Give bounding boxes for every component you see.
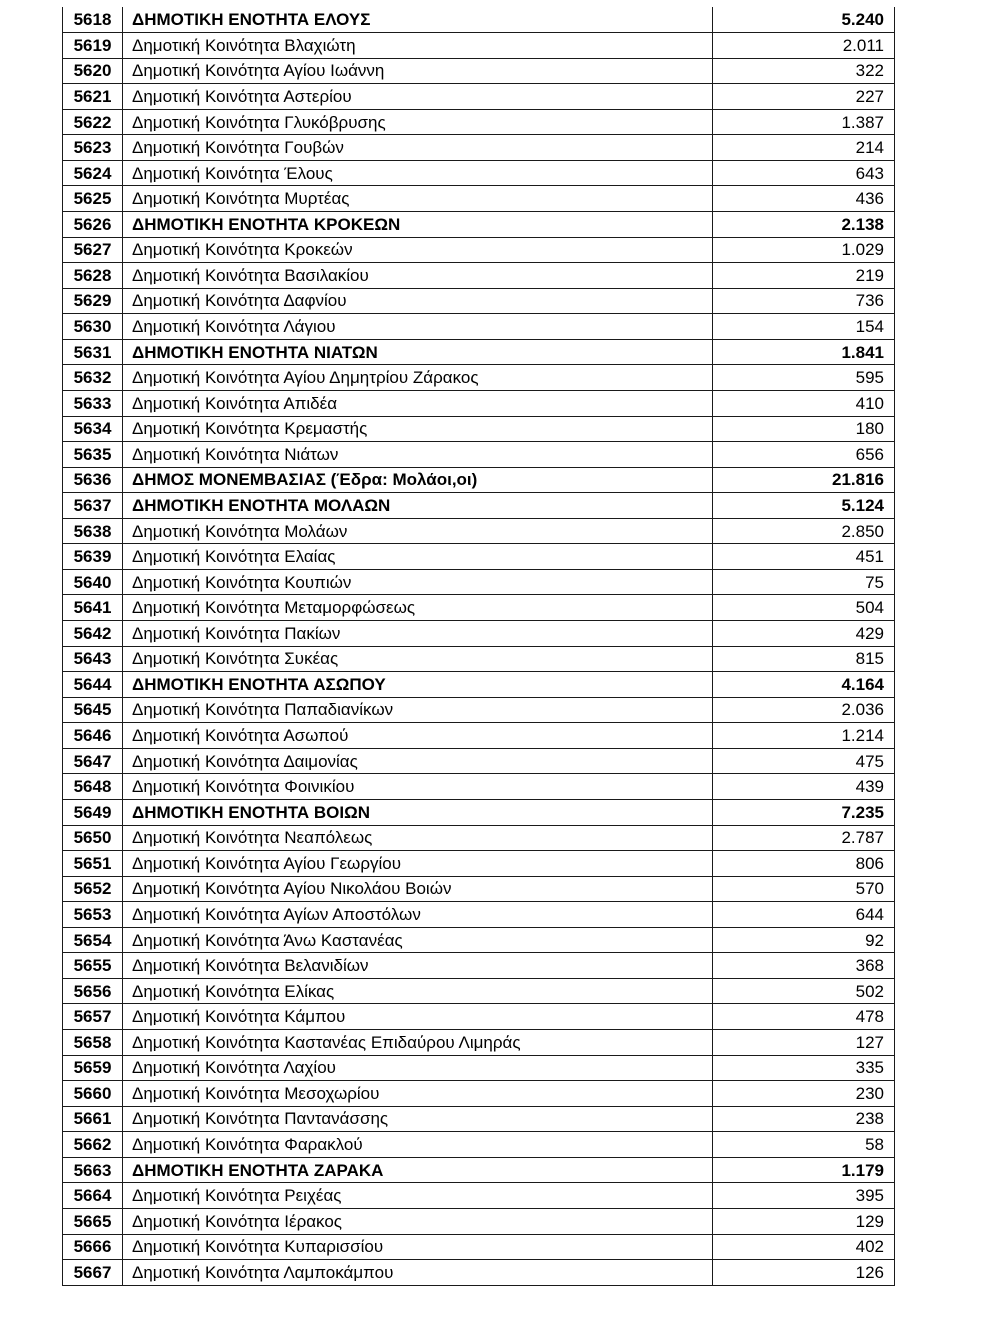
row-code: 5652 [63,876,123,902]
row-population: 429 [713,621,895,647]
row-population: 2.011 [713,33,895,59]
row-name: Δημοτική Κοινότητα Αγίου Δημητρίου Ζάρακος [123,365,713,391]
table-row-header [63,1157,895,1183]
row-population: 322 [713,58,895,84]
table-row [63,595,895,621]
row-population: 502 [713,978,895,1004]
row-population: 154 [713,314,895,340]
row-code: 5653 [63,902,123,928]
row-population: 439 [713,774,895,800]
row-population: 736 [713,288,895,314]
table-row [63,1106,895,1132]
row-code: 5649 [63,799,123,825]
table-row [63,1055,895,1081]
row-name: Δημοτική Κοινότητα Μεταμορφώσεως [123,595,713,621]
row-code: 5634 [63,416,123,442]
row-population: 5.240 [713,7,895,33]
row-name: Δημοτική Κοινότητα Δαιμονίας [123,748,713,774]
row-code: 5629 [63,288,123,314]
row-code: 5641 [63,595,123,621]
row-code: 5636 [63,467,123,493]
row-population: 656 [713,442,895,468]
row-name: Δημοτική Κοινότητα Κυπαρισσίου [123,1234,713,1260]
table-row [63,723,895,749]
table-row [63,544,895,570]
table-row [63,288,895,314]
row-population: 595 [713,365,895,391]
row-name: ΔΗΜΟΤΙΚΗ ΕΝΟΤΗΤΑ ΖΑΡΑΚΑ [123,1157,713,1183]
row-population: 815 [713,646,895,672]
table-row [63,1234,895,1260]
row-name: Δημοτική Κοινότητα Μυρτέας [123,186,713,212]
row-population: 92 [713,927,895,953]
row-name: ΔΗΜΟΤΙΚΗ ΕΝΟΤΗΤΑ ΜΟΛΑΩΝ [123,493,713,519]
row-code: 5656 [63,978,123,1004]
row-name: Δημοτική Κοινότητα Παπαδιανίκων [123,697,713,723]
row-name: Δημοτική Κοινότητα Έλους [123,160,713,186]
table-row [63,1081,895,1107]
row-population: 395 [713,1183,895,1209]
row-population: 5.124 [713,493,895,519]
row-population: 1.214 [713,723,895,749]
row-code: 5620 [63,58,123,84]
row-code: 5665 [63,1208,123,1234]
row-population: 1.841 [713,339,895,365]
row-code: 5632 [63,365,123,391]
row-code: 5622 [63,109,123,135]
row-code: 5664 [63,1183,123,1209]
table-row [63,1208,895,1234]
row-population: 7.235 [713,799,895,825]
row-code: 5663 [63,1157,123,1183]
table-row [63,390,895,416]
table-row [63,825,895,851]
table-row [63,263,895,289]
row-code: 5666 [63,1234,123,1260]
table-body [63,7,895,1285]
table-row [63,33,895,59]
row-code: 5657 [63,1004,123,1030]
table-row [63,876,895,902]
row-name: Δημοτική Κοινότητα Πακίων [123,621,713,647]
row-code: 5630 [63,314,123,340]
row-population: 219 [713,263,895,289]
row-population: 214 [713,135,895,161]
row-name: Δημοτική Κοινότητα Δαφνίου [123,288,713,314]
row-population: 475 [713,748,895,774]
row-code: 5651 [63,851,123,877]
row-population: 1.387 [713,109,895,135]
row-population: 127 [713,1030,895,1056]
row-name: Δημοτική Κοινότητα Φοινικίου [123,774,713,800]
row-population: 230 [713,1081,895,1107]
table-row-header [63,7,895,33]
table-row-header [63,467,895,493]
row-name: Δημοτική Κοινότητα Μολάων [123,518,713,544]
row-code: 5624 [63,160,123,186]
row-population: 2.138 [713,212,895,238]
table-row [63,442,895,468]
table-row [63,1004,895,1030]
row-code: 5647 [63,748,123,774]
row-name: Δημοτική Κοινότητα Κρεμαστής [123,416,713,442]
table-row [63,160,895,186]
table-row [63,1260,895,1286]
row-population: 644 [713,902,895,928]
row-name: Δημοτική Κοινότητα Κροκεών [123,237,713,263]
row-name: Δημοτική Κοινότητα Βλαχιώτη [123,33,713,59]
table-row [63,953,895,979]
row-code: 5667 [63,1260,123,1286]
row-code: 5661 [63,1106,123,1132]
row-name: Δημοτική Κοινότητα Αγίου Ιωάννη [123,58,713,84]
row-name: Δημοτική Κοινότητα Αστερίου [123,84,713,110]
row-code: 5654 [63,927,123,953]
row-name: ΔΗΜΟΣ ΜΟΝΕΜΒΑΣΙΑΣ (Έδρα: Μολάοι,οι) [123,467,713,493]
row-population: 180 [713,416,895,442]
row-population: 21.816 [713,467,895,493]
table-row [63,109,895,135]
row-population: 478 [713,1004,895,1030]
row-population: 1.029 [713,237,895,263]
row-name: Δημοτική Κοινότητα Βελανιδίων [123,953,713,979]
table-row [63,748,895,774]
row-name: Δημοτική Κοινότητα Αγίων Αποστόλων [123,902,713,928]
row-code: 5625 [63,186,123,212]
table-row [63,851,895,877]
row-code: 5623 [63,135,123,161]
row-code: 5646 [63,723,123,749]
row-population: 368 [713,953,895,979]
row-name: Δημοτική Κοινότητα Γουβών [123,135,713,161]
row-name: Δημοτική Κοινότητα Νεαπόλεως [123,825,713,851]
row-name: Δημοτική Κοινότητα Καστανέας Επιδαύρου Λιμηράς [123,1030,713,1056]
population-table [62,7,895,1286]
row-code: 5645 [63,697,123,723]
table-row-header [63,672,895,698]
row-population: 504 [713,595,895,621]
row-name: Δημοτική Κοινότητα Παντανάσσης [123,1106,713,1132]
row-code: 5626 [63,212,123,238]
table-row [63,58,895,84]
table-row-header [63,339,895,365]
row-code: 5619 [63,33,123,59]
row-population: 570 [713,876,895,902]
row-name: Δημοτική Κοινότητα Μεσοχωρίου [123,1081,713,1107]
table-row [63,416,895,442]
table-row [63,646,895,672]
row-name: Δημοτική Κοινότητα Φαρακλού [123,1132,713,1158]
row-name: Δημοτική Κοινότητα Άνω Καστανέας [123,927,713,953]
row-name: Δημοτική Κοινότητα Κάμπου [123,1004,713,1030]
row-population: 806 [713,851,895,877]
row-name: ΔΗΜΟΤΙΚΗ ΕΝΟΤΗΤΑ ΑΣΩΠΟΥ [123,672,713,698]
table-row-header [63,212,895,238]
row-code: 5662 [63,1132,123,1158]
row-population: 4.164 [713,672,895,698]
row-code: 5640 [63,569,123,595]
table-row [63,84,895,110]
row-name: Δημοτική Κοινότητα Αγίου Γεωργίου [123,851,713,877]
table-row-header [63,799,895,825]
row-population: 58 [713,1132,895,1158]
row-name: Δημοτική Κοινότητα Κουπιών [123,569,713,595]
table-row [63,1030,895,1056]
row-code: 5648 [63,774,123,800]
table-row [63,569,895,595]
row-code: 5633 [63,390,123,416]
row-population: 1.179 [713,1157,895,1183]
row-code: 5643 [63,646,123,672]
row-code: 5628 [63,263,123,289]
row-name: Δημοτική Κοινότητα Ιέρακος [123,1208,713,1234]
row-name: Δημοτική Κοινότητα Ελίκας [123,978,713,1004]
row-code: 5638 [63,518,123,544]
row-population: 451 [713,544,895,570]
row-code: 5627 [63,237,123,263]
table-row [63,697,895,723]
table-row [63,621,895,647]
row-name: Δημοτική Κοινότητα Λάγιου [123,314,713,340]
table-row [63,518,895,544]
row-code: 5639 [63,544,123,570]
row-code: 5650 [63,825,123,851]
row-population: 2.036 [713,697,895,723]
row-code: 5621 [63,84,123,110]
table-row [63,314,895,340]
row-name: Δημοτική Κοινότητα Ελαίας [123,544,713,570]
row-population: 238 [713,1106,895,1132]
row-name: ΔΗΜΟΤΙΚΗ ΕΝΟΤΗΤΑ ΒΟΙΩΝ [123,799,713,825]
row-code: 5644 [63,672,123,698]
row-name: ΔΗΜΟΤΙΚΗ ΕΝΟΤΗΤΑ ΕΛΟΥΣ [123,7,713,33]
table-row-header [63,493,895,519]
row-name: Δημοτική Κοινότητα Λαμποκάμπου [123,1260,713,1286]
row-name: Δημοτική Κοινότητα Ασωπού [123,723,713,749]
row-name: Δημοτική Κοινότητα Βασιλακίου [123,263,713,289]
table-row [63,978,895,1004]
table-row [63,365,895,391]
row-population: 2.787 [713,825,895,851]
row-name: Δημοτική Κοινότητα Απιδέα [123,390,713,416]
row-population: 227 [713,84,895,110]
row-code: 5618 [63,7,123,33]
row-population: 129 [713,1208,895,1234]
table-row [63,1183,895,1209]
row-population: 436 [713,186,895,212]
row-code: 5660 [63,1081,123,1107]
table-row [63,1132,895,1158]
row-name: Δημοτική Κοινότητα Γλυκόβρυσης [123,109,713,135]
row-population: 2.850 [713,518,895,544]
row-name: ΔΗΜΟΤΙΚΗ ΕΝΟΤΗΤΑ ΚΡΟΚΕΩΝ [123,212,713,238]
row-name: Δημοτική Κοινότητα Αγίου Νικολάου Βοιών [123,876,713,902]
row-name: Δημοτική Κοινότητα Ρειχέας [123,1183,713,1209]
row-population: 75 [713,569,895,595]
row-population: 410 [713,390,895,416]
row-population: 402 [713,1234,895,1260]
row-code: 5631 [63,339,123,365]
row-code: 5635 [63,442,123,468]
row-code: 5659 [63,1055,123,1081]
table-row [63,186,895,212]
row-population: 126 [713,1260,895,1286]
row-name: Δημοτική Κοινότητα Λαχίου [123,1055,713,1081]
row-code: 5637 [63,493,123,519]
row-code: 5658 [63,1030,123,1056]
row-name: Δημοτική Κοινότητα Συκέας [123,646,713,672]
row-population: 643 [713,160,895,186]
table-row [63,927,895,953]
table-row [63,237,895,263]
row-name: Δημοτική Κοινότητα Νιάτων [123,442,713,468]
table-row [63,135,895,161]
table-row [63,774,895,800]
row-code: 5642 [63,621,123,647]
table-row [63,902,895,928]
row-code: 5655 [63,953,123,979]
row-population: 335 [713,1055,895,1081]
row-name: ΔΗΜΟΤΙΚΗ ΕΝΟΤΗΤΑ ΝΙΑΤΩΝ [123,339,713,365]
